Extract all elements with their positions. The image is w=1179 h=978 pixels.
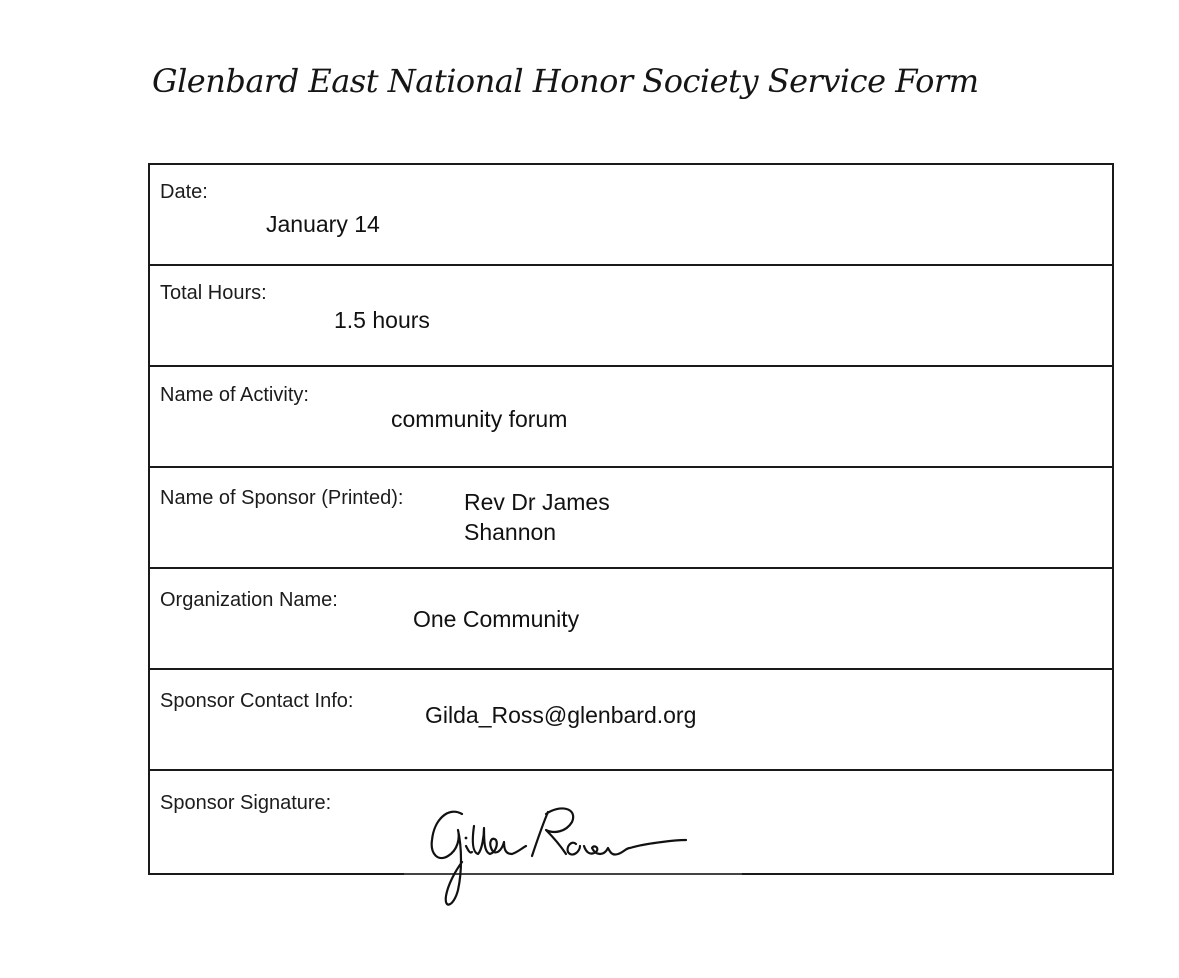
signature-ilda-stroke [466,826,526,854]
date-value: January 14 [266,211,380,237]
date-row [150,165,1112,266]
signature-g-stroke [432,812,462,905]
form-title: Glenbard East National Honor Society Service Form [152,62,979,100]
total-hours-value: 1.5 hours [334,307,430,333]
organization-label: Organization Name: [160,589,338,611]
signature-oss-stroke [568,840,686,855]
sponsor-name-label: Name of Sponsor (Printed): [160,487,404,509]
organization-row [150,569,1112,670]
contact-value: Gilda_Ross@glenbard.org [425,702,697,728]
service-form-table [148,163,1114,875]
activity-label: Name of Activity: [160,384,309,406]
signature-i-dot [465,837,468,840]
activity-value: community forum [391,406,568,432]
signature-label: Sponsor Signature: [160,792,332,814]
total-hours-row [150,266,1112,367]
sponsor-signature [400,800,745,912]
contact-label: Sponsor Contact Info: [160,690,354,712]
activity-row [150,367,1112,468]
sponsor-name-value-line1: Rev Dr James [464,489,610,515]
date-label: Date: [160,181,208,203]
contact-row [150,670,1112,771]
total-hours-label: Total Hours: [160,282,267,304]
organization-value: One Community [413,606,580,632]
sponsor-name-value-line2: Shannon [464,519,557,545]
sponsor-name-row [150,468,1112,569]
